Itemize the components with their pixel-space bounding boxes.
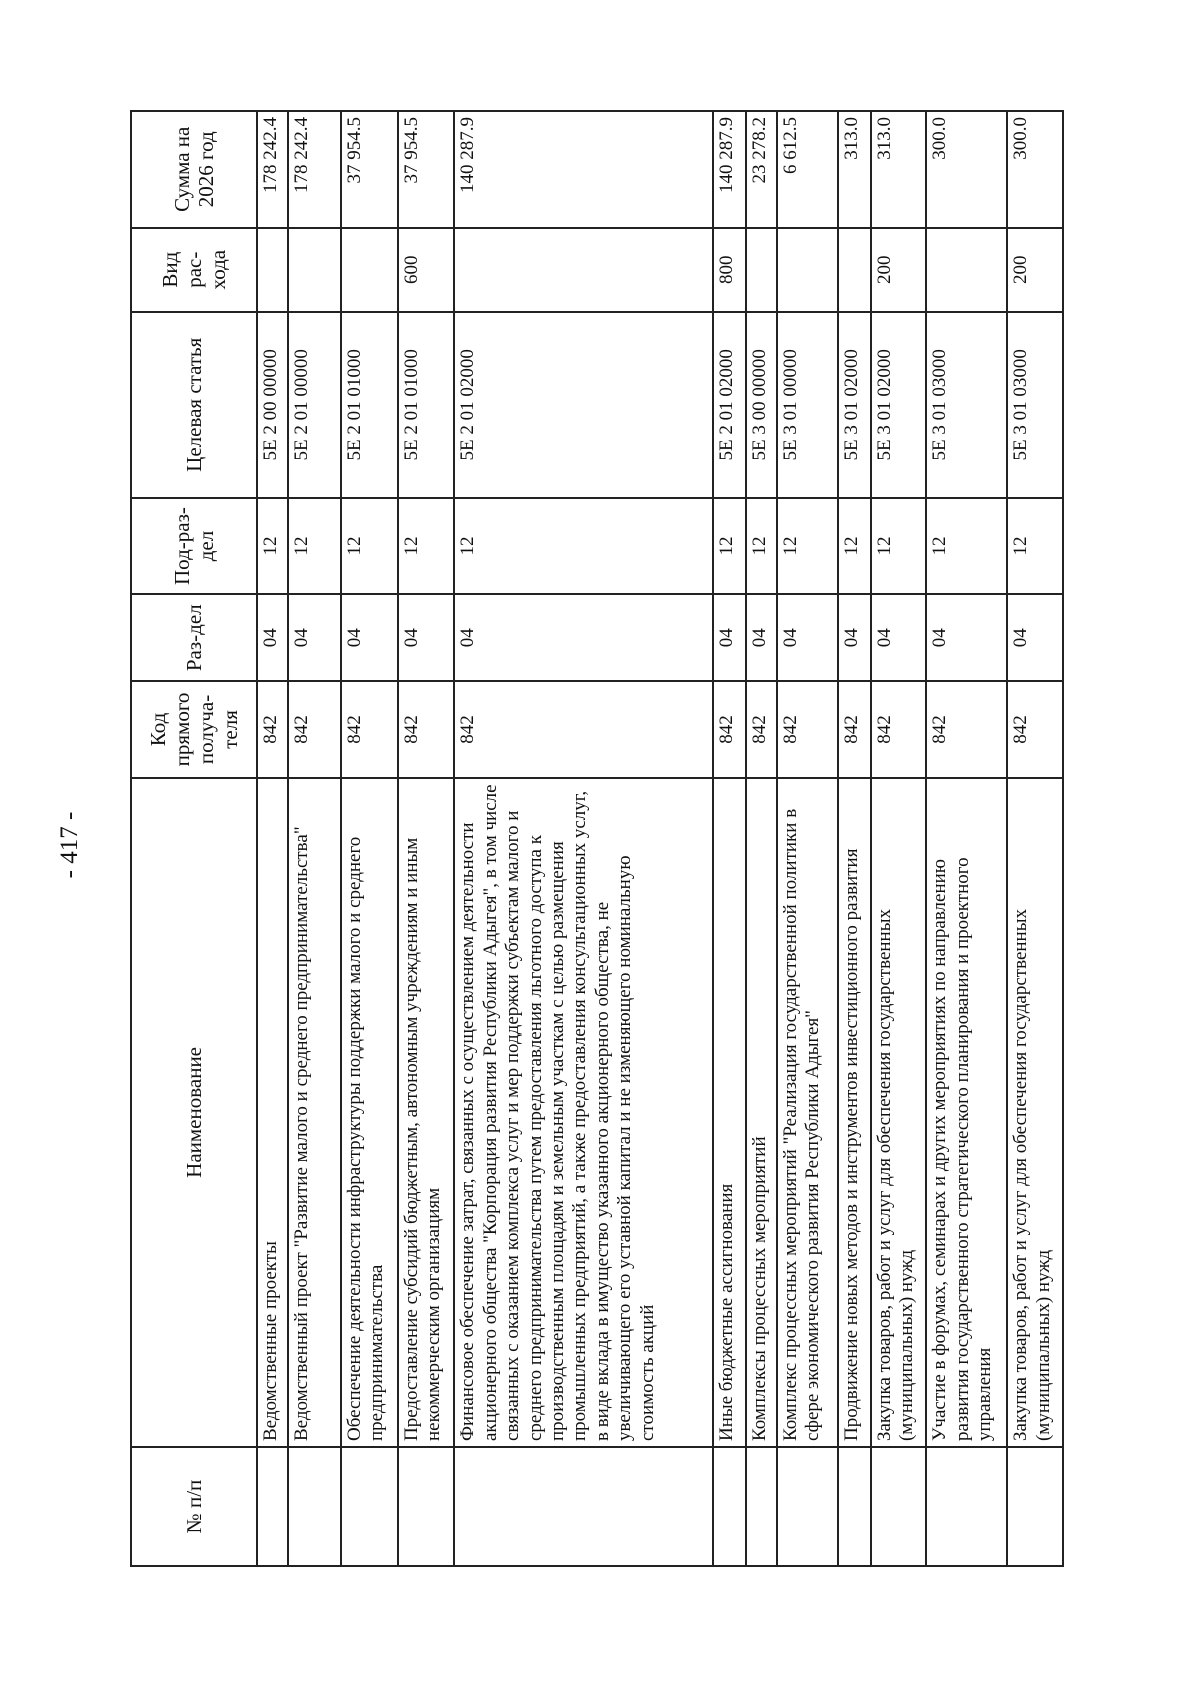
- row-name: Ведомственные проекты: [257, 778, 288, 1447]
- row-expense-type: 200: [871, 228, 927, 312]
- row-recipient-code: 842: [926, 681, 1007, 778]
- table-header-row: [131, 111, 257, 1566]
- row-section: 04: [1007, 594, 1063, 681]
- row-section: 04: [398, 594, 455, 681]
- row-name: Закупка товаров, работ и услуг для обеспечения государственных (муниципальных) нужд: [1007, 778, 1063, 1447]
- row-amount: 6 612.5: [777, 111, 838, 228]
- row-subsection: 12: [454, 498, 712, 595]
- header-section: Раз-дел: [131, 594, 257, 681]
- table-row: [1007, 111, 1063, 1566]
- row-target-article: 5Е 3 00 00000: [746, 312, 777, 498]
- row-name: Ведомственный проект "Развитие малого и среднего предпринимательства": [288, 778, 341, 1447]
- row-amount: 313.0: [838, 111, 871, 228]
- table-row: [257, 111, 288, 1566]
- row-num: [257, 1447, 288, 1566]
- row-recipient-code: 842: [341, 681, 398, 778]
- header-recipient-code: Код прямого получа-теля: [131, 681, 257, 778]
- row-subsection: 12: [871, 498, 927, 595]
- table-row: [838, 111, 871, 1566]
- table-row: [746, 111, 777, 1566]
- row-target-article: 5Е 2 01 01000: [398, 312, 455, 498]
- row-amount: 178 242.4: [288, 111, 341, 228]
- row-subsection: 12: [341, 498, 398, 595]
- row-name: Продвижение новых методов и инструментов инвестиционного развития: [838, 778, 871, 1447]
- row-num: [713, 1447, 746, 1566]
- row-num: [454, 1447, 712, 1566]
- header-name: Наименование: [131, 778, 257, 1447]
- row-expense-type: [454, 228, 712, 312]
- row-recipient-code: 842: [838, 681, 871, 778]
- page-number: - 417 -: [56, 811, 83, 879]
- row-section: 04: [257, 594, 288, 681]
- budget-table: [130, 110, 1064, 1567]
- row-amount: 178 242.4: [257, 111, 288, 228]
- row-subsection: 12: [838, 498, 871, 595]
- row-section: 04: [838, 594, 871, 681]
- row-amount: 37 954.5: [398, 111, 455, 228]
- row-expense-type: [257, 228, 288, 312]
- row-expense-type: 800: [713, 228, 746, 312]
- row-expense-type: [746, 228, 777, 312]
- row-target-article: 5Е 3 01 03000: [1007, 312, 1063, 498]
- row-name: Предоставление субсидий бюджетным, автономным учреждениям и иным некоммерческим организациям: [398, 778, 455, 1447]
- table-row: [454, 111, 712, 1566]
- header-target-article: Целевая статья: [131, 312, 257, 498]
- row-section: 04: [288, 594, 341, 681]
- row-recipient-code: 842: [777, 681, 838, 778]
- row-amount: 140 287.9: [713, 111, 746, 228]
- header-amount-2026: Сумма на 2026 год: [131, 111, 257, 228]
- row-name: Участие в форумах, семинарах и других мероприятиях по направлению развития государственного стратегического планирования и проектного управления: [926, 778, 1007, 1447]
- row-name: Финансовое обеспечение затрат, связанных с осуществлением деятельности акционерного общества "Корпорация развития Республики Адыгея", в том числе связанных с оказанием комплекса услуг и мер поддержки субъектам малого и среднего предпринимательства путем предоставления льготного доступа к производственным площадям и земельным участкам с целью размещения промышленных предприятий, а также предоставления консультационных услуг, в виде вклада в имущество указанного акционерного общества, не увеличивающего его уставной капитал и не изменяющего номинальную стоимость акций: [454, 778, 712, 1447]
- row-amount: 313.0: [871, 111, 927, 228]
- row-target-article: 5Е 2 01 02000: [713, 312, 746, 498]
- row-name: Комплекс процессных мероприятий "Реализация государственной политики в сфере экономического развития Республики Адыгея": [777, 778, 838, 1447]
- row-subsection: 12: [777, 498, 838, 595]
- row-recipient-code: 842: [257, 681, 288, 778]
- row-expense-type: 200: [1007, 228, 1063, 312]
- row-section: 04: [713, 594, 746, 681]
- row-num: [1007, 1447, 1063, 1566]
- row-target-article: 5Е 2 01 00000: [288, 312, 341, 498]
- row-subsection: 12: [926, 498, 1007, 595]
- table-row: [926, 111, 1007, 1566]
- row-recipient-code: 842: [454, 681, 712, 778]
- row-section: 04: [454, 594, 712, 681]
- rotated-table-wrapper: [130, 110, 1064, 1567]
- row-num: [926, 1447, 1007, 1566]
- row-section: 04: [341, 594, 398, 681]
- row-amount: 300.0: [1007, 111, 1063, 228]
- header-num: № п/п: [131, 1447, 257, 1566]
- row-subsection: 12: [746, 498, 777, 595]
- row-num: [838, 1447, 871, 1566]
- row-num: [777, 1447, 838, 1566]
- row-subsection: 12: [257, 498, 288, 595]
- row-section: 04: [746, 594, 777, 681]
- row-subsection: 12: [713, 498, 746, 595]
- table-row: [777, 111, 838, 1566]
- row-section: 04: [871, 594, 927, 681]
- row-section: 04: [926, 594, 1007, 681]
- table-body: [257, 111, 1063, 1566]
- table-row: [341, 111, 398, 1566]
- row-name: Комплексы процессных мероприятий: [746, 778, 777, 1447]
- row-subsection: 12: [288, 498, 341, 595]
- table-row: [871, 111, 927, 1566]
- row-recipient-code: 842: [871, 681, 927, 778]
- header-subsection: Под-раз-дел: [131, 498, 257, 595]
- row-amount: 140 287.9: [454, 111, 712, 228]
- row-target-article: 5Е 3 01 02000: [838, 312, 871, 498]
- row-num: [341, 1447, 398, 1566]
- row-name: Иные бюджетные ассигнования: [713, 778, 746, 1447]
- row-name: Обеспечение деятельности инфраструктуры поддержки малого и среднего предпринимательства: [341, 778, 398, 1447]
- row-expense-type: [777, 228, 838, 312]
- row-target-article: 5Е 2 00 00000: [257, 312, 288, 498]
- row-subsection: 12: [1007, 498, 1063, 595]
- row-recipient-code: 842: [746, 681, 777, 778]
- row-recipient-code: 842: [398, 681, 455, 778]
- row-amount: 23 278.2: [746, 111, 777, 228]
- row-amount: 37 954.5: [341, 111, 398, 228]
- row-target-article: 5Е 3 01 02000: [871, 312, 927, 498]
- row-recipient-code: 842: [1007, 681, 1063, 778]
- table-row: [288, 111, 341, 1566]
- row-num: [288, 1447, 341, 1566]
- row-target-article: 5Е 3 01 03000: [926, 312, 1007, 498]
- table-row: [713, 111, 746, 1566]
- row-amount: 300.0: [926, 111, 1007, 228]
- row-subsection: 12: [398, 498, 455, 595]
- header-expense-type: Вид рас-хода: [131, 228, 257, 312]
- row-num: [871, 1447, 927, 1566]
- row-section: 04: [777, 594, 838, 681]
- row-num: [398, 1447, 455, 1566]
- row-recipient-code: 842: [713, 681, 746, 778]
- row-expense-type: [838, 228, 871, 312]
- row-name: Закупка товаров, работ и услуг для обеспечения государственных (муниципальных) нужд: [871, 778, 927, 1447]
- row-expense-type: [288, 228, 341, 312]
- row-num: [746, 1447, 777, 1566]
- row-target-article: 5Е 2 01 01000: [341, 312, 398, 498]
- row-expense-type: [341, 228, 398, 312]
- table-row: [398, 111, 455, 1566]
- row-target-article: 5Е 3 01 00000: [777, 312, 838, 498]
- row-recipient-code: 842: [288, 681, 341, 778]
- row-target-article: 5Е 2 01 02000: [454, 312, 712, 498]
- row-expense-type: [926, 228, 1007, 312]
- row-expense-type: 600: [398, 228, 455, 312]
